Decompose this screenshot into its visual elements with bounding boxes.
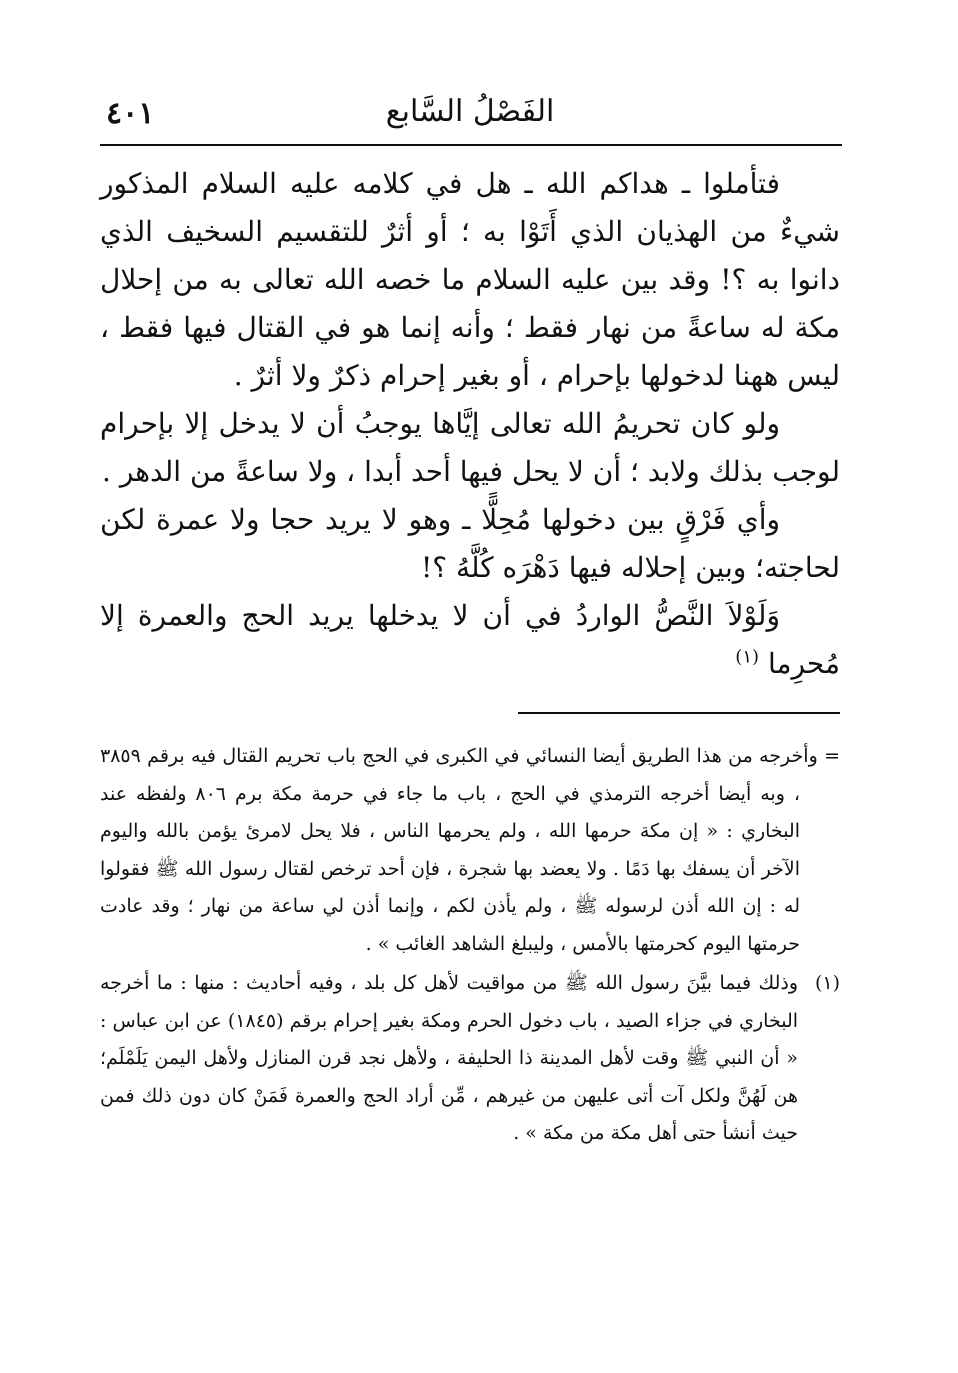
page-number: ٤٠١ — [106, 96, 155, 131]
footnotes — [100, 738, 840, 1153]
paragraph-2: ولو كان تحريمُ الله تعالى إيَّاها يوجبُ أن لا يدخل إلا بإحرام لوجب بذلك ولابد ؛ أن لا يحل فيها أحد أبدا ، ولا ساعةً من الدهر . — [100, 407, 840, 488]
paragraph-4-text: وَلَوْلاَ النَّصُّ الواردُ في أن لا يدخلها يريد الحج والعمرة إلا مُحرِما — [100, 599, 840, 680]
main-text — [100, 160, 840, 688]
paragraph-1: فتأملوا ـ هداكم الله ـ هل في كلامه عليه السلام المذكور شيءٌ من الهذيان الذي أَتَوْا به ؛ أو أثرٌ للتقسيم السخيف الذي دانوا به ؟! وقد بين عليه السلام ما خصه الله تعالى به من إحلال مكة له ساعةً من نهار فقط ؛ وأنه إنما هو في القتال فيها فقط ، ليس ههنا لدخولها بإحرام ، أو بغير إحرام ذكرٌ ولا أثرٌ . — [100, 167, 840, 392]
footnote-continuation: = وأخرجه من هذا الطريق أيضا النسائي في الكبرى في الحج باب تحريم القتال فيه برقم ٣٨٥٩ ، وبه أيضا أخرجه الترمذي في الحج ، باب ما جاء في حرمة مكة برم ٨٠٦ ولفظه عند البخاري : « إن مكة حرمها الله ، ولم يحرمها الناس ، فلا يحل لامرئ يؤمن بالله واليوم الآخر أن يسفك بها دَمًا . ولا يعضد بها شجرة ، فإن أحد ترخص لقتال رسول الله ﷺ فقولوا له : إن الله أذن لرسوله ﷺ ، ولم يأذن لكم ، وإنما أذن لي ساعة من نهار ؛ وقد عادت حرمتها اليوم كحرمتها بالأمس ، وليبلغ الشاهد الغائب » . — [100, 745, 840, 955]
paragraph-3: وأي فَرْقٍ بين دخولها مُحِلًّا ـ وهو لا يريد حجا ولا عمرة لكن لحاجته؛ وبين إحلاله فيها دَهْرَه كُلَّهُ ؟! — [100, 503, 840, 584]
footnote-item — [100, 965, 840, 1153]
footnote-reference: (١) — [735, 646, 760, 668]
footnote-text: وذلك فيما بيَّنَ رسول الله ﷺ من مواقيت لأهل كل بلد ، وفيه أحاديث : منها : ما أخرجه البخاري في جزاء الصيد ، باب دخول الحرم ومكة بغير إحرام برقم (١٨٤٥) عن ابن عباس : « أن النبي ﷺ وقت لأهل المدينة ذا الحليفة ، ولأهل نجد قرن المنازل ولأهل اليمن يَلَمْلَم؛ هن لَهُنَّ ولكل آت أتى عليهن من غيرهم ، مِّن أراد الحج والعمرة فَمَنْ كان دون ذلك فمن حيث أنشأ حتى أهل مكة من مكة » . — [100, 972, 799, 1144]
footnote-divider — [518, 712, 840, 714]
chapter-title: الفَصْلُ السَّابع — [385, 94, 555, 129]
header-divider — [100, 144, 842, 146]
page-header — [100, 84, 840, 140]
footnote-number: (١) — [814, 972, 840, 994]
paragraph-4 — [100, 592, 840, 688]
